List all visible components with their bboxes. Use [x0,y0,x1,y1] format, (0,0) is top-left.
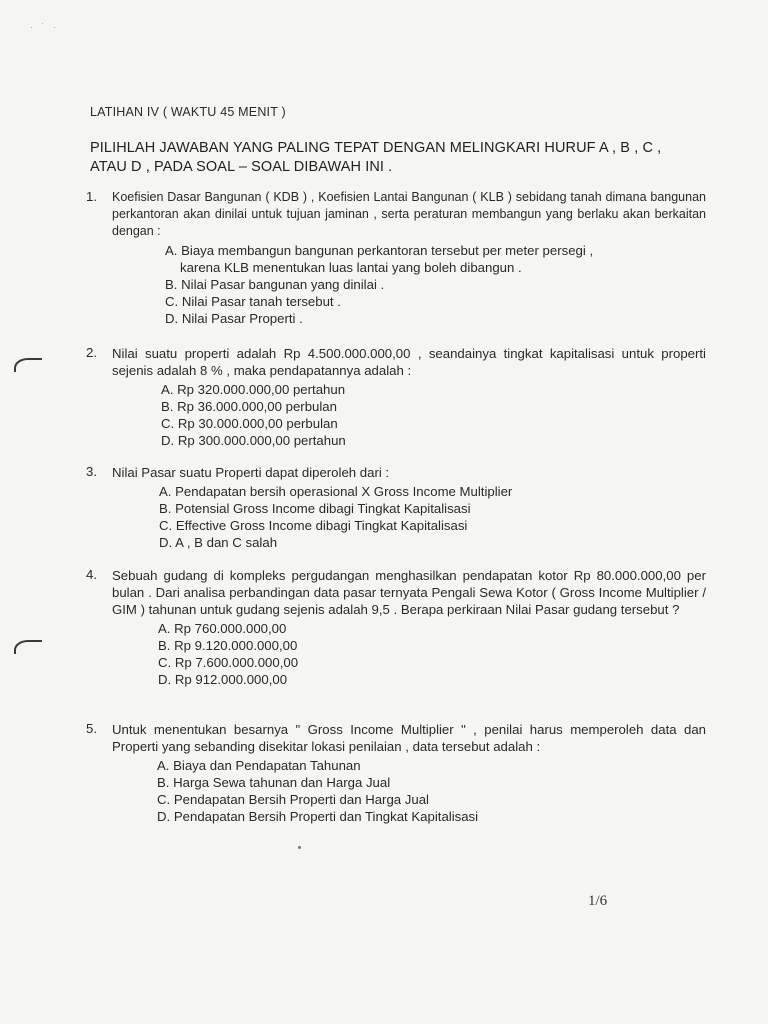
question-text: Koefisien Dasar Bangunan ( KDB ) , Koefisien Lantai Bangunan ( KLB ) sebidang tanah dimana bangunan perkantoran akan dinilai untuk tujuan jaminan , serta peraturan membangun yang berlaku akan berkaitan dengan : [112,190,706,238]
option-c[interactable]: C. Nilai Pasar tanah tersebut . [165,294,341,309]
option-d[interactable]: D. Pendapatan Bersih Properti dan Tingkat Kapitalisasi [157,809,479,824]
option-a[interactable]: A. Rp 760.000.000,00 [158,621,287,636]
question-number: 1. [86,189,97,204]
answer-options [86,483,706,551]
instructions-text: PILIHLAH JAWABAN YANG PALING TEPAT DENGAN MELINGKARI HURUF A , B , C , ATAU D , PADA SOAL – SOAL DIBAWAH INI . [90,140,662,175]
exercise-title: LATIHAN IV ( WAKTU 45 MENIT ) [90,105,286,119]
question-5 [86,721,706,825]
option-b[interactable]: B. Nilai Pasar bangunan yang dinilai . [165,277,385,292]
option-c[interactable]: C. Rp 30.000.000,00 perbulan [161,416,338,431]
question-2 [86,345,706,449]
scan-dot [298,846,301,849]
binder-hole-mark [14,358,42,372]
question-text: Nilai suatu properti adalah Rp 4.500.000.000,00 , seandainya tingkat kapitalisasi untuk properti sejenis adalah 8 % , maka pendapatannya adalah : [112,346,706,378]
question-number: 4. [86,567,97,582]
option-b[interactable]: B. Harga Sewa tahunan dan Harga Jual [157,775,391,790]
question-1 [86,189,706,327]
option-c[interactable]: C. Effective Gross Income dibagi Tingkat Kapitalisasi [159,518,468,533]
question-text: Nilai Pasar suatu Properti dapat diperoleh dari : [112,465,390,480]
question-text: Sebuah gudang di kompleks pergudangan menghasilkan pendapatan kotor Rp 80.000.000,00 per bulan . Dari analisa perbandingan data pasar ternyata Pengali Sewa Kotor ( Gross Income Multiplier / GIM ) tahunan untuk gudang sejenis adalah 9,5 . Berapa perkiraan Nilai Pasar gudang tersebut ? [112,568,706,617]
option-c[interactable]: C. Rp 7.600.000.000,00 [158,655,299,670]
option-b[interactable]: B. Potensial Gross Income dibagi Tingkat Kapitalisasi [159,501,471,516]
option-a[interactable]: A. Pendapatan bersih operasional X Gross Income Multiplier [159,484,513,499]
option-b[interactable]: B. Rp 36.000.000,00 perbulan [161,399,337,414]
question-number: 3. [86,464,97,479]
answer-options [86,381,706,449]
question-4 [86,567,706,688]
option-d[interactable]: D. A , B dan C salah [159,535,278,550]
question-number: 2. [86,345,97,360]
option-c[interactable]: C. Pendapatan Bersih Properti dan Harga Jual [157,792,429,807]
binder-hole-mark [14,640,42,654]
option-d[interactable]: D. Rp 912.000.000,00 [158,672,288,687]
option-d[interactable]: D. Rp 300.000.000,00 pertahun [161,433,346,448]
question-number: 5. [86,721,97,736]
option-a[interactable]: A. Biaya membangun bangunan perkantoran tersebut per meter persegi , [165,243,594,258]
option-d[interactable]: D. Nilai Pasar Properti . [165,311,303,326]
option-a-continuation: karena KLB menentukan luas lantai yang boleh dibangun . [180,260,522,275]
option-a[interactable]: A. Rp 320.000.000,00 pertahun [161,382,346,397]
answer-options [86,242,706,327]
scan-noise: · ˙ · [30,22,59,32]
answer-options [86,757,706,825]
option-b[interactable]: B. Rp 9.120.000.000,00 [158,638,298,653]
answer-options [86,620,706,688]
question-3 [86,464,706,551]
question-text: Untuk menentukan besarnya " Gross Income Multiplier " , penilai harus memperoleh data dan Properti yang sebanding disekitar lokasi penilaian , data tersebut adalah : [112,722,706,754]
option-a[interactable]: A. Biaya dan Pendapatan Tahunan [157,758,361,773]
page-number: 1/6 [588,893,608,909]
